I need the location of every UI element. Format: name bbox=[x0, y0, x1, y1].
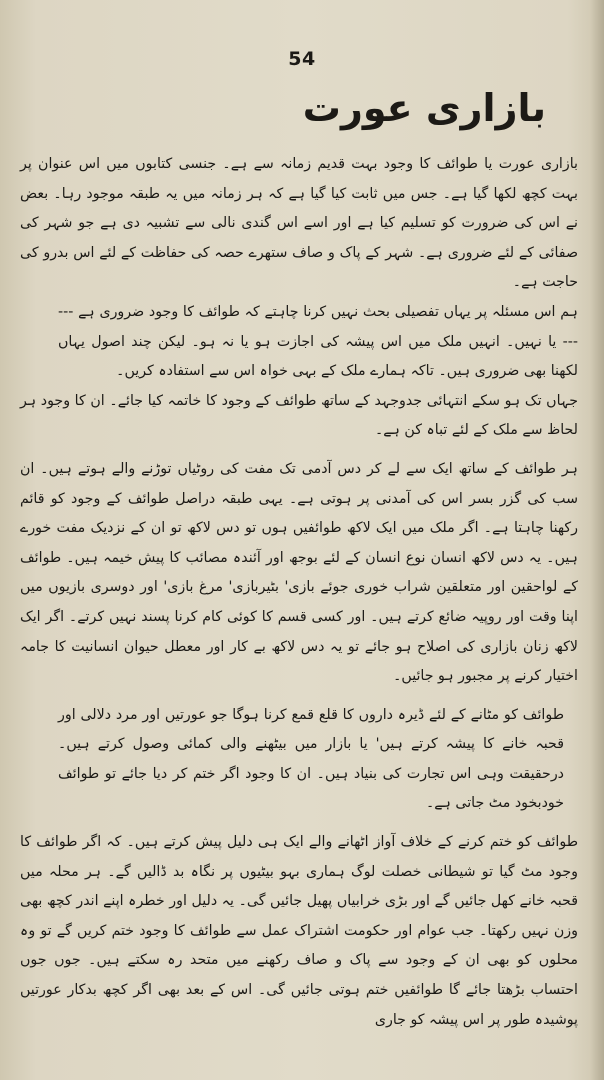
paragraph-2: ہم اس مسئلہ پر یہاں تفصیلی بحث نہیں کرنا چاہتے کہ طوائف کا وجود ضروری ہے ------ یا نہیں۔ انہیں ملک میں اس پیشہ کی اجازت ہو یا نہ ہو۔ لیکن چند اصول یہاں لکھنا بھی ضروری ہیں۔ تاکہ ہمارے ملک کے بہی خواہ اس سے استفادہ کریں۔ bbox=[58, 303, 578, 380]
page-edge-shadow bbox=[590, 0, 604, 1080]
chapter-title: بازاری عورت bbox=[302, 86, 546, 130]
paragraph-4: ہر طوائف کے ساتھ ایک سے لے کر دس آدمی تک مفت کی روٹیاں توڑنے والے ہوتے ہیں۔ ان سب کی گزر بسر اس کی آمدنی پر ہوتی ہے۔ یہی طبقہ دراصل طوائف کے وجود کو قائم رکھنا چاہتا ہے۔ اگر ملک میں ایک لاکھ طوائفیں ہوں تو دس لاکھ تو ان کے نزدیک مفت خورے ہیں۔ یہ دس لاکھ انسان نوع انسان کے لئے بوجھ اور آئندہ مصائب کا پیش خیمہ ہیں۔ طوائف کے لواحقین اور متعلقین شراب خوری جوئے بازی' بٹیربازی' مرغ بازی' اور دوسری بازیوں میں اپنا وقت اور روپیہ ضائع کرتے ہیں۔ اور کسی قسم کا کوئی کام کرنا پسند نہیں کرتے۔ اگر ایک لاکھ زنان بازاری کی اصلاح ہو جائے تو یہ دس لاکھ بے کار اور معطل حیوان انسانیت کا جامہ اختیار کرنے پر مجبور ہو جائیں۔ bbox=[20, 460, 578, 685]
paragraph-5: طوائف کو مٹانے کے لئے ڈیرہ داروں کا قلع قمع کرنا ہوگا جو عورتیں اور مرد دلالی اور قحبہ خانے کا پیشہ کرتے ہیں' یا بازار میں بیٹھنے والی کمائی وصول کرتے ہیں۔ درحقیقت وہی اس تجارت کی بنیاد ہیں۔ ان کا وجود اگر ختم کر دیا جائے تو طوائف خودبخود مٹ جاتی ہے۔ bbox=[58, 706, 564, 812]
page-number: 54 bbox=[288, 48, 316, 70]
body-text bbox=[20, 150, 578, 1035]
paragraph-6: طوائف کو ختم کرنے کے خلاف آواز اٹھانے والے ایک ہی دلیل پیش کرتے ہیں۔ کہ اگر طوائف کا وجود مٹ گیا تو شیطانی خصلت لوگ ہماری بہو بیٹیوں پر نگاہ بد ڈالیں گے۔ ہر محلہ میں قحبہ خانے کھل جائیں گے اور بڑی خرابیاں پھیل جائیں گی۔ یہ دلیل اور خطرہ اپنے اندر کچھ بھی وزن نہیں رکھتا۔ جب عوام اور حکومت اشتراک عمل سے طوائف کا وجود ختم کریں گے تو وہ محلوں کو بھی ان کے وجود سے پاک و صاف رکھنے میں متحد رہ سکتے ہیں۔ جوں جوں احتساب بڑھتا جائے گا طوائفیں ختم ہوتی جائیں گی۔ اس کے بعد بھی اگر کچھ بدکار عورتیں پوشیدہ طور پر اس پیشہ کو جاری bbox=[20, 834, 578, 1028]
paragraph-1: بازاری عورت یا طوائف کا وجود بہت قدیم زمانہ سے ہے۔ جنسی کتابوں میں اس عنوان پر بہت کچھ لکھا گیا ہے۔ جس میں ثابت کیا گیا ہے کہ ہر زمانہ میں یہ طبقہ موجود رہا۔ بعض نے اس کی ضرورت کو تسلیم کیا ہے اور اسے اس گندی نالی سے تشبیہ دی ہے جو شہر کی صفائی کے لئے ضروری ہے۔ شہر کے پاک و صاف ستھرے حصہ کی حفاظت کے لئے اس بدرو کی حاجت ہے۔ bbox=[20, 156, 578, 291]
paragraph-3: جہاں تک ہو سکے انتہائی جدوجہد کے ساتھ طوائف کے وجود کا خاتمہ کیا جائے۔ ان کا وجود ہر لحاظ سے ملک کے لئے تباہ کن ہے۔ bbox=[20, 392, 578, 439]
